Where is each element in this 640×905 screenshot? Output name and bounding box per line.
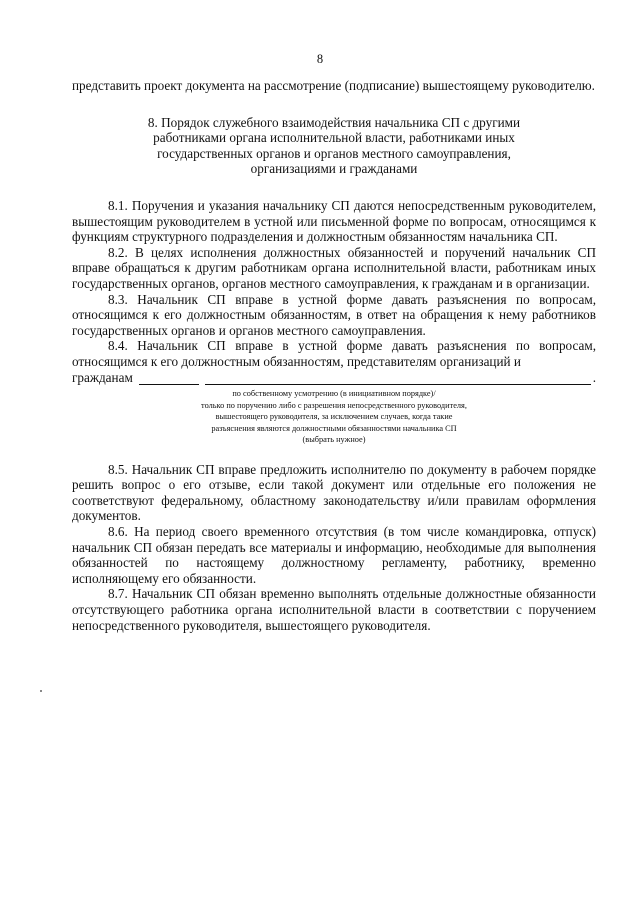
paragraph-8-2: 8.2. В целях исполнения должностных обязанностей и поручений начальник СП вправе обращаться к другим работникам органа исполнительной власти, работникам иных государственных органов, органов местного самоуправления, к гражданам и в организации. [72, 244, 596, 291]
paragraph-8-1: 8.1. Поручения и указания начальнику СП даются непосредственным руководителем, вышестоящим руководителем в устной или письменной форме по вопросам, относящимся к функциям структурного подразделения и должностным обязанностям начальника СП. [72, 197, 596, 245]
option-line: (выбрать нужное) [302, 435, 366, 445]
section-title-line: организациями и гражданами [250, 161, 418, 177]
paragraph-8-5: 8.5. Начальник СП вправе предложить исполнителю по документу в рабочем порядке решить вопрос о его отзыве, если такой документ или отдельные его положения не соответствуют федеральному, областному законодательству и/или правилам оформления документов. [72, 461, 596, 524]
margin-speck [40, 690, 42, 692]
intro-paragraph: представить проект документа на рассмотрение (подписание) вышестоящему руководителю. [72, 78, 595, 93]
paragraph-8-6: 8.6. На период своего временного отсутствия (в том числе командировка, отпуск) начальник СП обязан передать все материалы и информацию, необходимые для выполнения обязанностей по настоящему должностному регламенту, работнику, временно исполняющему его обязанности. [72, 523, 596, 586]
paragraph-8-3: 8.3. Начальник СП вправе в устной форме давать разъяснения по вопросам, относящимся к его должностным обязанностям, в ответ на обращения к нему работников государственных органов и органов местного самоуправления. [72, 291, 596, 338]
option-line: только по поручению либо с разрешения непосредственного руководителя, [201, 400, 467, 410]
option-line: вышестоящего руководителя, за исключением случаев, когда такие [215, 412, 453, 422]
page-number: 8 [316, 52, 324, 66]
section-title-line: государственных органов и органов местного самоуправления, [157, 145, 511, 161]
section-title-line: работниками органа исполнительной власти, работниками иных [153, 130, 515, 146]
paragraph-8-4: 8.4. Начальник СП вправе в устной форме давать разъяснения по вопросам, относящимся к его должностным обязанностям, представителям организаций и [72, 338, 596, 369]
paragraph-8-4-end-dot: . [592, 369, 596, 385]
paragraph-8-7: 8.7. Начальник СП обязан временно выполнять отдельные должностные обязанности отсутствующего работника органа исполнительной власти в соответствии с поручением непосредственного руководителя, вышестоящего руководителя. [72, 586, 596, 633]
option-line: разъяснения являются должностными обязанностями начальника СП [211, 423, 457, 433]
section-title [72, 115, 596, 177]
section-title-line: 8. Порядок служебного взаимодействия начальника СП с другими [147, 114, 521, 130]
fill-in-options-note [72, 388, 596, 446]
paragraph-8-4-last-word: гражданам [72, 369, 133, 385]
option-line: по собственному усмотрению (в инициативном порядке)/ [232, 389, 436, 399]
document-body [72, 78, 596, 633]
fill-in-line [205, 373, 591, 385]
paragraph-8-4-fill-line [72, 370, 596, 386]
fill-in-blank [139, 373, 199, 385]
